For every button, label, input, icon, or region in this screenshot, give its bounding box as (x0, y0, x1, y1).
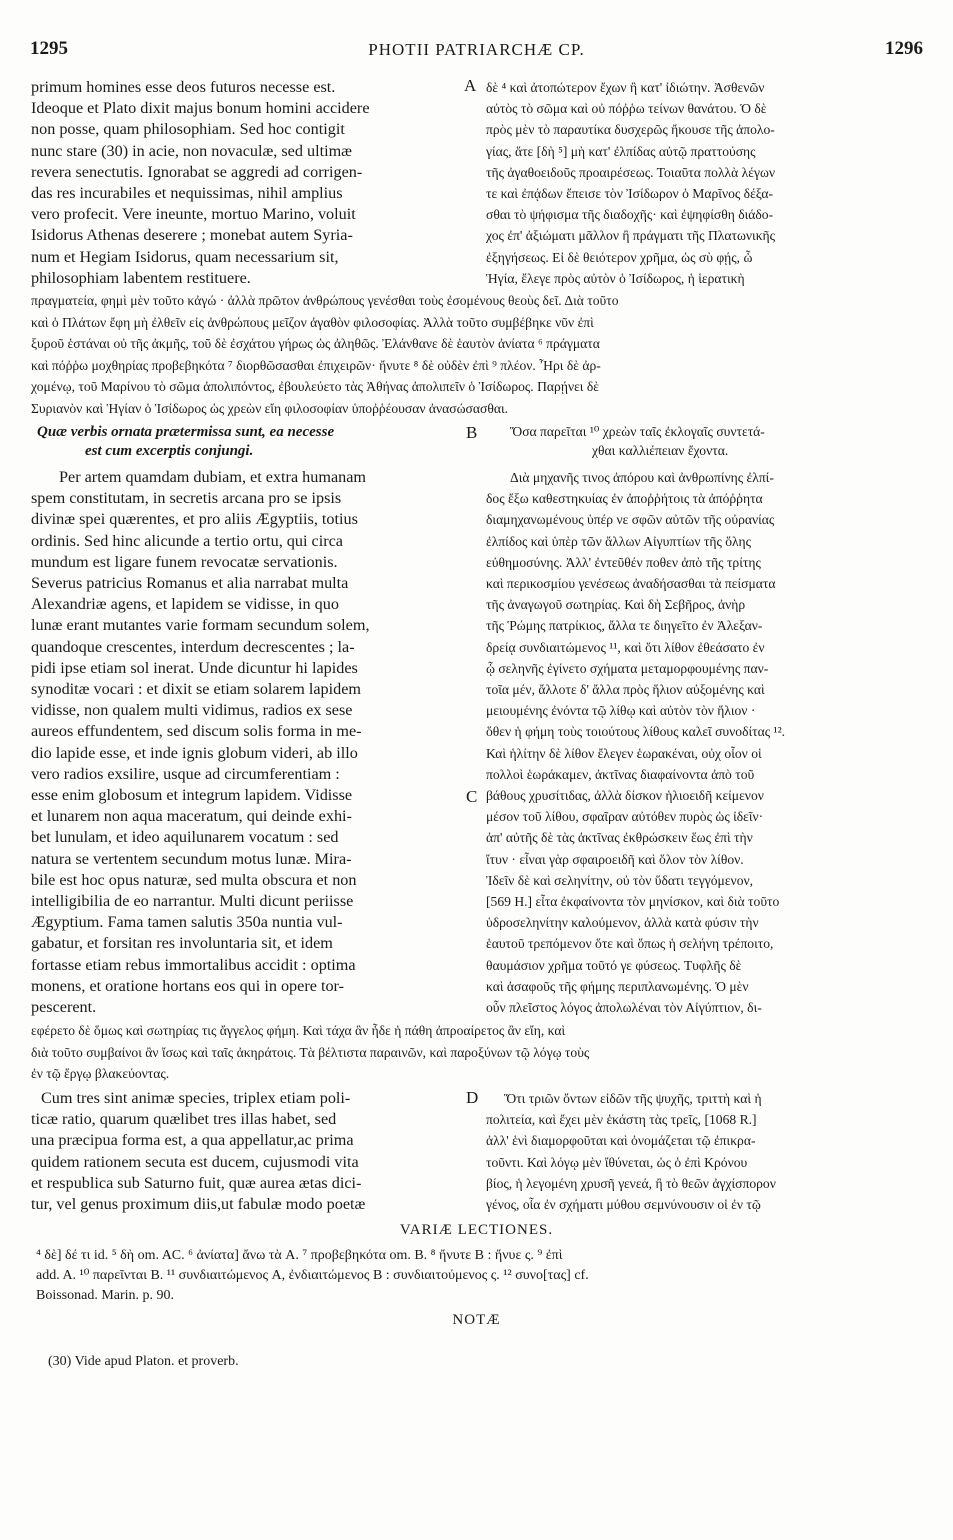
greek-line: ἐλπίδος καὶ ὑπὲρ τῶν ἄλλων Αἰγυπτίων τῆς ὅλης (486, 533, 751, 549)
latin-line: Cum tres sint animæ species, triplex etiam poli- (41, 1089, 351, 1107)
latin-line: et lunarem non aqua maceratum, qui deinde exhi- (31, 807, 352, 826)
greek-line: βίος, ἡ λεγομένη χρυσῆ γενεά, ἢ τὸ θεῶν ἀγχίσπορον (486, 1175, 776, 1191)
latin-line: mundum est ligare funem revocatæ servationis. (31, 552, 338, 571)
apparatus-line: ⁴ δὲ] δέ τι id. ⁵ δὴ om. AC. ⁶ ἀνίατα] ἄνω τὰ A. ⁷ προβεβηκότα om. B. ⁸ ἤνυτε B : ἤνυε ς. ⁹ ἐπὶ (36, 1248, 563, 1263)
greek-line: δὲ ⁴ καὶ ἀτοπώτερον ἔχων ἢ κατ' ἰδιώτην. Ἀσθενῶν (486, 80, 765, 95)
greek-line: αὐτὸς τὸ σῶμα καὶ οὐ πόῤῥω τείνων θανάτου. Ὁ δὲ (486, 101, 767, 117)
latin-line: nunc stare (30) in acie, non novaculæ, sed ultimæ (31, 141, 352, 160)
greek-line: ὅθεν ἡ φήμη τοὺς τοιούτους λίθους καλεῖ συνοδίτας ¹². (486, 724, 786, 740)
greek-line: ἐξηγήσεως. Εἰ δὲ θειότερον χρῆμα, ὡς σὺ φῄς, ὦ (486, 249, 753, 265)
heading-line: χθαι καλλιέπειαν ἔχοντα. (592, 443, 729, 458)
greek-full-line: Συριανὸν καὶ Ἡγίαν ὁ Ἰσίδωρος ὡς χρεὼν εἴη φιλοσοφίαν ὑποῤῥέουσαν ἀνασώσασθαι. (31, 400, 509, 416)
latin-line: aureos effundentem, sed discum solis forma in me- (31, 722, 362, 741)
greek-line: μειουμένης ἐνόντα τῷ λίθῳ καὶ αὐτὸν τὸν ἥλιον · (486, 703, 756, 719)
greek-line: πολλοὶ ἑωράκαμεν, ἀκτῖνας διαφαίνοντα ἀπὸ τοῦ (486, 766, 755, 782)
heading-line: est cum excerptis conjungi. (85, 443, 254, 459)
latin-line: vero profecit. Vere ineunte, mortuo Marino, voluit (31, 205, 356, 224)
greek-line: Ἰδεῖν δὲ καὶ σεληνίτην, οὐ τὸν ὕδατι τεγγόμενον, (486, 872, 754, 888)
greek-line: ἀλλ' ἑνὶ διαμορφοῦται καὶ ὀνομάζεται τῷ ἐπικρα- (486, 1133, 756, 1149)
latin-line: monens, et oratione hortans eos qui in opere tor- (31, 976, 345, 995)
greek-line: καὶ ἀσαφοῦς τῆς φήμης περιπλανωμένης. Ὁ μὲν (486, 978, 749, 994)
greek-line: τοῖα μέν, ἄλλοτε δ' ἄλλα πρὸς ἥλιον αὐξομένης καὶ (486, 682, 765, 698)
greek-line: ὑδροσεληνίτην καλούμενον, ἀλλὰ κατὰ φύσιν τὴν (486, 915, 759, 931)
latin-line: Ideoque et Plato dixit majus bonum homini accidere (31, 99, 370, 118)
latin-section-heading (37, 423, 457, 461)
greek-full-line: καὶ πόῤῥω μοχθηρίας προβεβηκότα ⁷ διορθῶσασθαι ἐπιχειρῶν· ἤνυτε ⁸ δὲ οὐδὲν ἐπὶ ⁹ πλέον. Ἦρι δὲ ἀρ- (31, 357, 601, 373)
latin-line: Alexandriæ agens, et lapidem se vidisse, in quo (31, 595, 339, 614)
latin-line: tur, vel genus proximum diis,ut fabulæ modo poetæ (31, 1195, 366, 1214)
greek-full-width-2 (31, 1020, 926, 1085)
latin-line: vidisse, non qualem multi vidimus, radios ex sese (31, 701, 353, 720)
latin-line: pescerent. (31, 998, 97, 1017)
greek-line: διαμηχανωμένους ὑπέρ νε σφῶν αὐτῶν τῆς οὐρανίας (486, 512, 775, 528)
latin-line: intelligibilia de eo narrantur. Multi dicunt periisse (31, 892, 354, 911)
latin-line: synoditæ vocari : et dixit se etiam solarem lapidem (31, 680, 361, 699)
latin-column-3 (31, 1088, 453, 1215)
latin-line: vero radios exsilire, usque ad circumferentiam : (31, 764, 340, 783)
greek-line: γένος, οἷα ἐν σχήματι μύθου σεμνύνουσιν οἱ ἐν τῷ (486, 1197, 761, 1213)
greek-full-line: καὶ ὁ Πλάτων ἔφη μὴ ἐλθεῖν εἰς ἀνθρώπους μεῖζον ἀγαθὸν φιλοσοφίας. Ἀλλὰ τοῦτο συμβέβηκε νῦν ἐπὶ (31, 314, 594, 330)
greek-line: δρείᾳ συνδιαιτώμενος ¹¹, καὶ ὅτι λίθον ἐθεάσατο ἐν (486, 639, 765, 655)
apparatus-line: Boissonad. Marin. p. 90. (36, 1288, 175, 1303)
latin-line: una præcipua forma est, a qua appellatur,ac prima (31, 1131, 354, 1150)
greek-line: πολιτεία, καὶ ἔχει μὲν ἑκάστη τὰς τρεῖς, [1068 R.] (486, 1112, 757, 1128)
latin-line: ordinis. Sed hinc alicunde a tertio ortu, qui circa (31, 531, 343, 550)
greek-full-line: εφέρετο δὲ ὅμως καὶ σωτηρίας τις ἄγγελος φήμη. Καὶ τάχα ἂν ἦδε ἡ πάθη ἀπροαίρετος ἂν εἴη, καὶ (31, 1023, 566, 1038)
greek-line: πρὸς μὲν τὸ παραυτίκα δυσχερῶς ἤκουσε τῆς ἀπολο- (486, 122, 775, 138)
left-page-number: 1295 (30, 38, 68, 59)
latin-line: dio lapide esse, et inde ignis globum videri, ab illo (31, 743, 358, 762)
latin-line: quandoque crescentes, interdum decrescentes ; la- (31, 637, 355, 656)
latin-line: non posse, quam philosophiam. Sed hoc contigit (31, 120, 345, 139)
greek-full-line: ἐν τῷ ἔργῳ βλακεύοντας. (31, 1066, 170, 1082)
greek-column-2 (486, 467, 926, 1018)
greek-line: [569 H.] εἶτα ἐκφαίνοντα τὸν μηνίσκον, καὶ διὰ τοῦτο (486, 894, 780, 910)
greek-full-line: ξυροῦ ἑστάναι οὐ τῆς ἀκμῆς, τοῦ δὲ ἐσχάτου γήρως ὡς ἀληθῶς. Ἐλάνθανε δὲ ἑαυτὸν ἀνίατα ⁶ πράγματα (31, 336, 600, 352)
latin-line: num et Hegiam Isidorus, quam necessarium sit, (31, 247, 339, 266)
running-header (30, 38, 923, 62)
latin-line: pidi ipse etiam sol inerat. Unde dicuntur hi lapides (31, 658, 358, 677)
greek-section-heading (496, 422, 926, 460)
greek-line: μέσον τοῦ λίθου, σφαῖραν αὐτόθεν πυρὸς ὡς ἰδεῖν· (486, 809, 764, 825)
latin-line: natura se vertentem secundum motus lunæ. Mira- (31, 849, 352, 868)
latin-line: esse enim globosum et integrum lapidem. Vidisse (31, 786, 353, 805)
greek-line: οὖν πλεῖστος λόγος ἀπολωλέναι τὸν Αἰγύπτιον, δι- (486, 1000, 762, 1016)
margin-mark-a: A (464, 76, 477, 95)
right-page-number: 1296 (885, 38, 923, 59)
latin-line: divinæ spei quærentes, et pro aliis Ægyptiis, totius (31, 510, 358, 529)
heading-line: Ὅσα παρεῖται ¹⁰ χρεὼν ταῖς ἐκλογαῖς συντετά- (510, 424, 765, 439)
margin-mark-b: B (466, 423, 478, 442)
greek-line: Ὅτι τριῶν ὄντων εἰδῶν τῆς ψυχῆς, τριττὴ καὶ ἡ (504, 1091, 762, 1106)
greek-line: ἀπ' αὐτῆς δὲ τὰς ἀκτῖνας ἐκθρώσκειν ἕως ἐπὶ τὴν (486, 830, 753, 846)
greek-full-line: διὰ τοῦτο συμβαίνοι ἂν ἴσως καὶ ταῖς ἀκηράτοις. Τὰ βέλτιστα παραινῶν, καὶ παροξύνων τῷ λόγῳ τοὺς (31, 1044, 590, 1060)
latin-line: spem constitutam, in secretis arcana pro se ipsis (31, 489, 342, 508)
apparatus-line: add. A. ¹⁰ παρεῖνται B. ¹¹ συνδιαιτώμενος A, ἐνδιαιτώμενος B : συνδιαιτούμενος ς. ¹² συνο[τας] cf. (36, 1268, 589, 1283)
latin-line: lunæ erant mutantes varie formam secundum solem, (31, 616, 370, 635)
greek-full-line: πραγματεία, φημὶ μὲν τοῦτο κἀγώ · ἀλλὰ πρῶτον ἀνθρώπους γενέσθαι τοὺς ἐσομένους θεοὺς δεῖ. Διὰ τοῦτο (31, 293, 619, 308)
greek-line: τοῦντι. Καὶ λόγῳ μὲν ἴθύνεται, ὡς ὁ ἐπὶ Κρόνου (486, 1154, 748, 1170)
latin-column-1 (31, 77, 453, 289)
latin-line: Isidorus Athenas deserere ; monebat autem Syria- (31, 226, 353, 245)
notae-heading: NOTÆ (452, 1312, 501, 1328)
greek-full-width-1 (31, 290, 926, 420)
greek-line: γίας, ἅτε [δὴ ⁵] μὴ κατ' ἐλπίδας αὐτῷ πραττούσης (486, 143, 756, 159)
greek-line: Καὶ ἡλίτην δὲ λίθον ἔλεγεν ἑωρακέναι, οὐχ οἷον οἱ (486, 745, 762, 761)
note-line: (30) Vide apud Platon. et proverb. (48, 1354, 239, 1369)
latin-line: quidem rationem secuta est ducem, cujusmodi vita (31, 1152, 359, 1171)
running-title: PHOTII PATRIARCHÆ CP. (368, 40, 585, 59)
latin-line: Ægyptium. Fama tamen salutis 350a nuntia vul- (31, 913, 343, 932)
greek-line: τῆς Ῥώμης πατρίκιος, ἄλλα τε διηγεῖτο ἐν Ἀλεξαν- (486, 618, 763, 634)
latin-line: et respublica sub Saturno fuit, quæ aurea ætas dici- (31, 1173, 362, 1192)
greek-line: σθαι τὸ ψήφισμα τῆς διαδοχῆς· καὶ ἐψηφίσθη διάδο- (486, 207, 774, 223)
greek-line: δος ἔξω καθεστηκυίας ἐν ἀποῤῥήτοις τὰ ἀπόῤῥητα (486, 491, 763, 507)
latin-line: bet lunulam, et ideo aquilunarem vocatum : sed (31, 828, 339, 847)
latin-line: fortasse etiam rebus immortalibus accidit : optima (31, 955, 356, 974)
greek-line: εὐθημοσύνης. Ἀλλ' ἐντεῦθέν ποθεν ἀπὸ τῆς τρίτης (486, 554, 761, 570)
greek-line: θαυμάσιον χρῆμα τοῦτό γε φύσεως. Τυφλῆς δὲ (486, 957, 742, 973)
greek-line: βάθους χρυσίτιδας, ἀλλὰ δίσκον ἡλιοειδῆ κείμενον (486, 788, 764, 804)
latin-line: das res incurabiles et nequissimas, nihil amplius (31, 184, 343, 203)
latin-line: bile est hoc opus naturæ, sed multa obscura et non (31, 870, 357, 889)
greek-line: Ἡγία, ἔλεγε πρὸς αὐτὸν ὁ Ἰσίδωρος, ἡ ἱερατικὴ (486, 270, 745, 286)
greek-line: τῆς ἀναγωγοῦ σωτηρίας. Καὶ δὴ Σεβῆρος, ἀνὴρ (486, 597, 746, 613)
greek-line: τε καὶ ἐπᾴδων ἔπεισε τὸν Ἰσίδωρον ὁ Μαρῖνος δέξα- (486, 186, 773, 202)
greek-line: καὶ περικοσμίου γενέσεως ἀναδήσασθαι τὰ πείσματα (486, 576, 776, 592)
margin-mark-c: C (466, 787, 478, 806)
greek-line: ἴτυν · εἶναι γὰρ σφαιροειδῆ καὶ ὅλον τὸν λίθον. (486, 851, 744, 867)
greek-line: ἑαυτοῦ τρεπόμενον ὅτε καὶ ὅπως ἡ σελήνη τρέποιτο, (486, 936, 774, 952)
greek-column-3 (486, 1088, 926, 1215)
latin-line: ticæ ratio, quarum quælibet tres illas habet, sed (31, 1110, 337, 1129)
greek-column-1 (486, 77, 926, 289)
greek-line: τῆς ἀγαθοειδοῦς προαιρέσεως. Τοιαῦτα πολλὰ λέγων (486, 164, 776, 180)
greek-line: Διὰ μηχανῆς τινος ἀπόρου καὶ ἀνθρωπίνης ἐλπί- (510, 470, 774, 485)
margin-mark-d: D (466, 1088, 479, 1107)
heading-line: Quæ verbis ornata prætermissa sunt, ea necesse (37, 424, 335, 440)
greek-line: ᾧ σεληνῆς ἐγίνετο σχήματα μεταμορφουμένης παν- (486, 660, 769, 676)
latin-line: primum homines esse deos futuros necesse est. (31, 78, 336, 96)
latin-column-2 (31, 467, 453, 1018)
latin-line: philosophiam labentem restituere. (31, 268, 251, 287)
latin-line: Per artem quamdam dubiam, et extra humanam (59, 468, 367, 486)
greek-full-line: χομένῳ, τοῦ Μαρίνου τὸ σῶμα ἀπολιπόντος, ἐβουλεύετο τὰς Ἀθήνας ἀπολιπεῖν ὁ Ἰσίδωρος. Παρῄνει δὲ (31, 379, 599, 395)
variae-lectiones-heading: VARIÆ LECTIONES. (399, 1222, 554, 1238)
latin-line: gabatur, et forsitan res involuntaria sit, et idem (31, 934, 333, 953)
latin-line: Severus patricius Romanus et alia narrabat multa (31, 574, 349, 593)
greek-line: χος ἐπ' ἀξιώματι μᾶλλον ἢ πράγματι τῆς Πλατωνικῆς (486, 228, 776, 244)
latin-line: revera senectutis. Ignorabat se aggredi ad corrigen- (31, 162, 363, 181)
notae (48, 1352, 918, 1372)
variae-lectiones (36, 1246, 926, 1306)
